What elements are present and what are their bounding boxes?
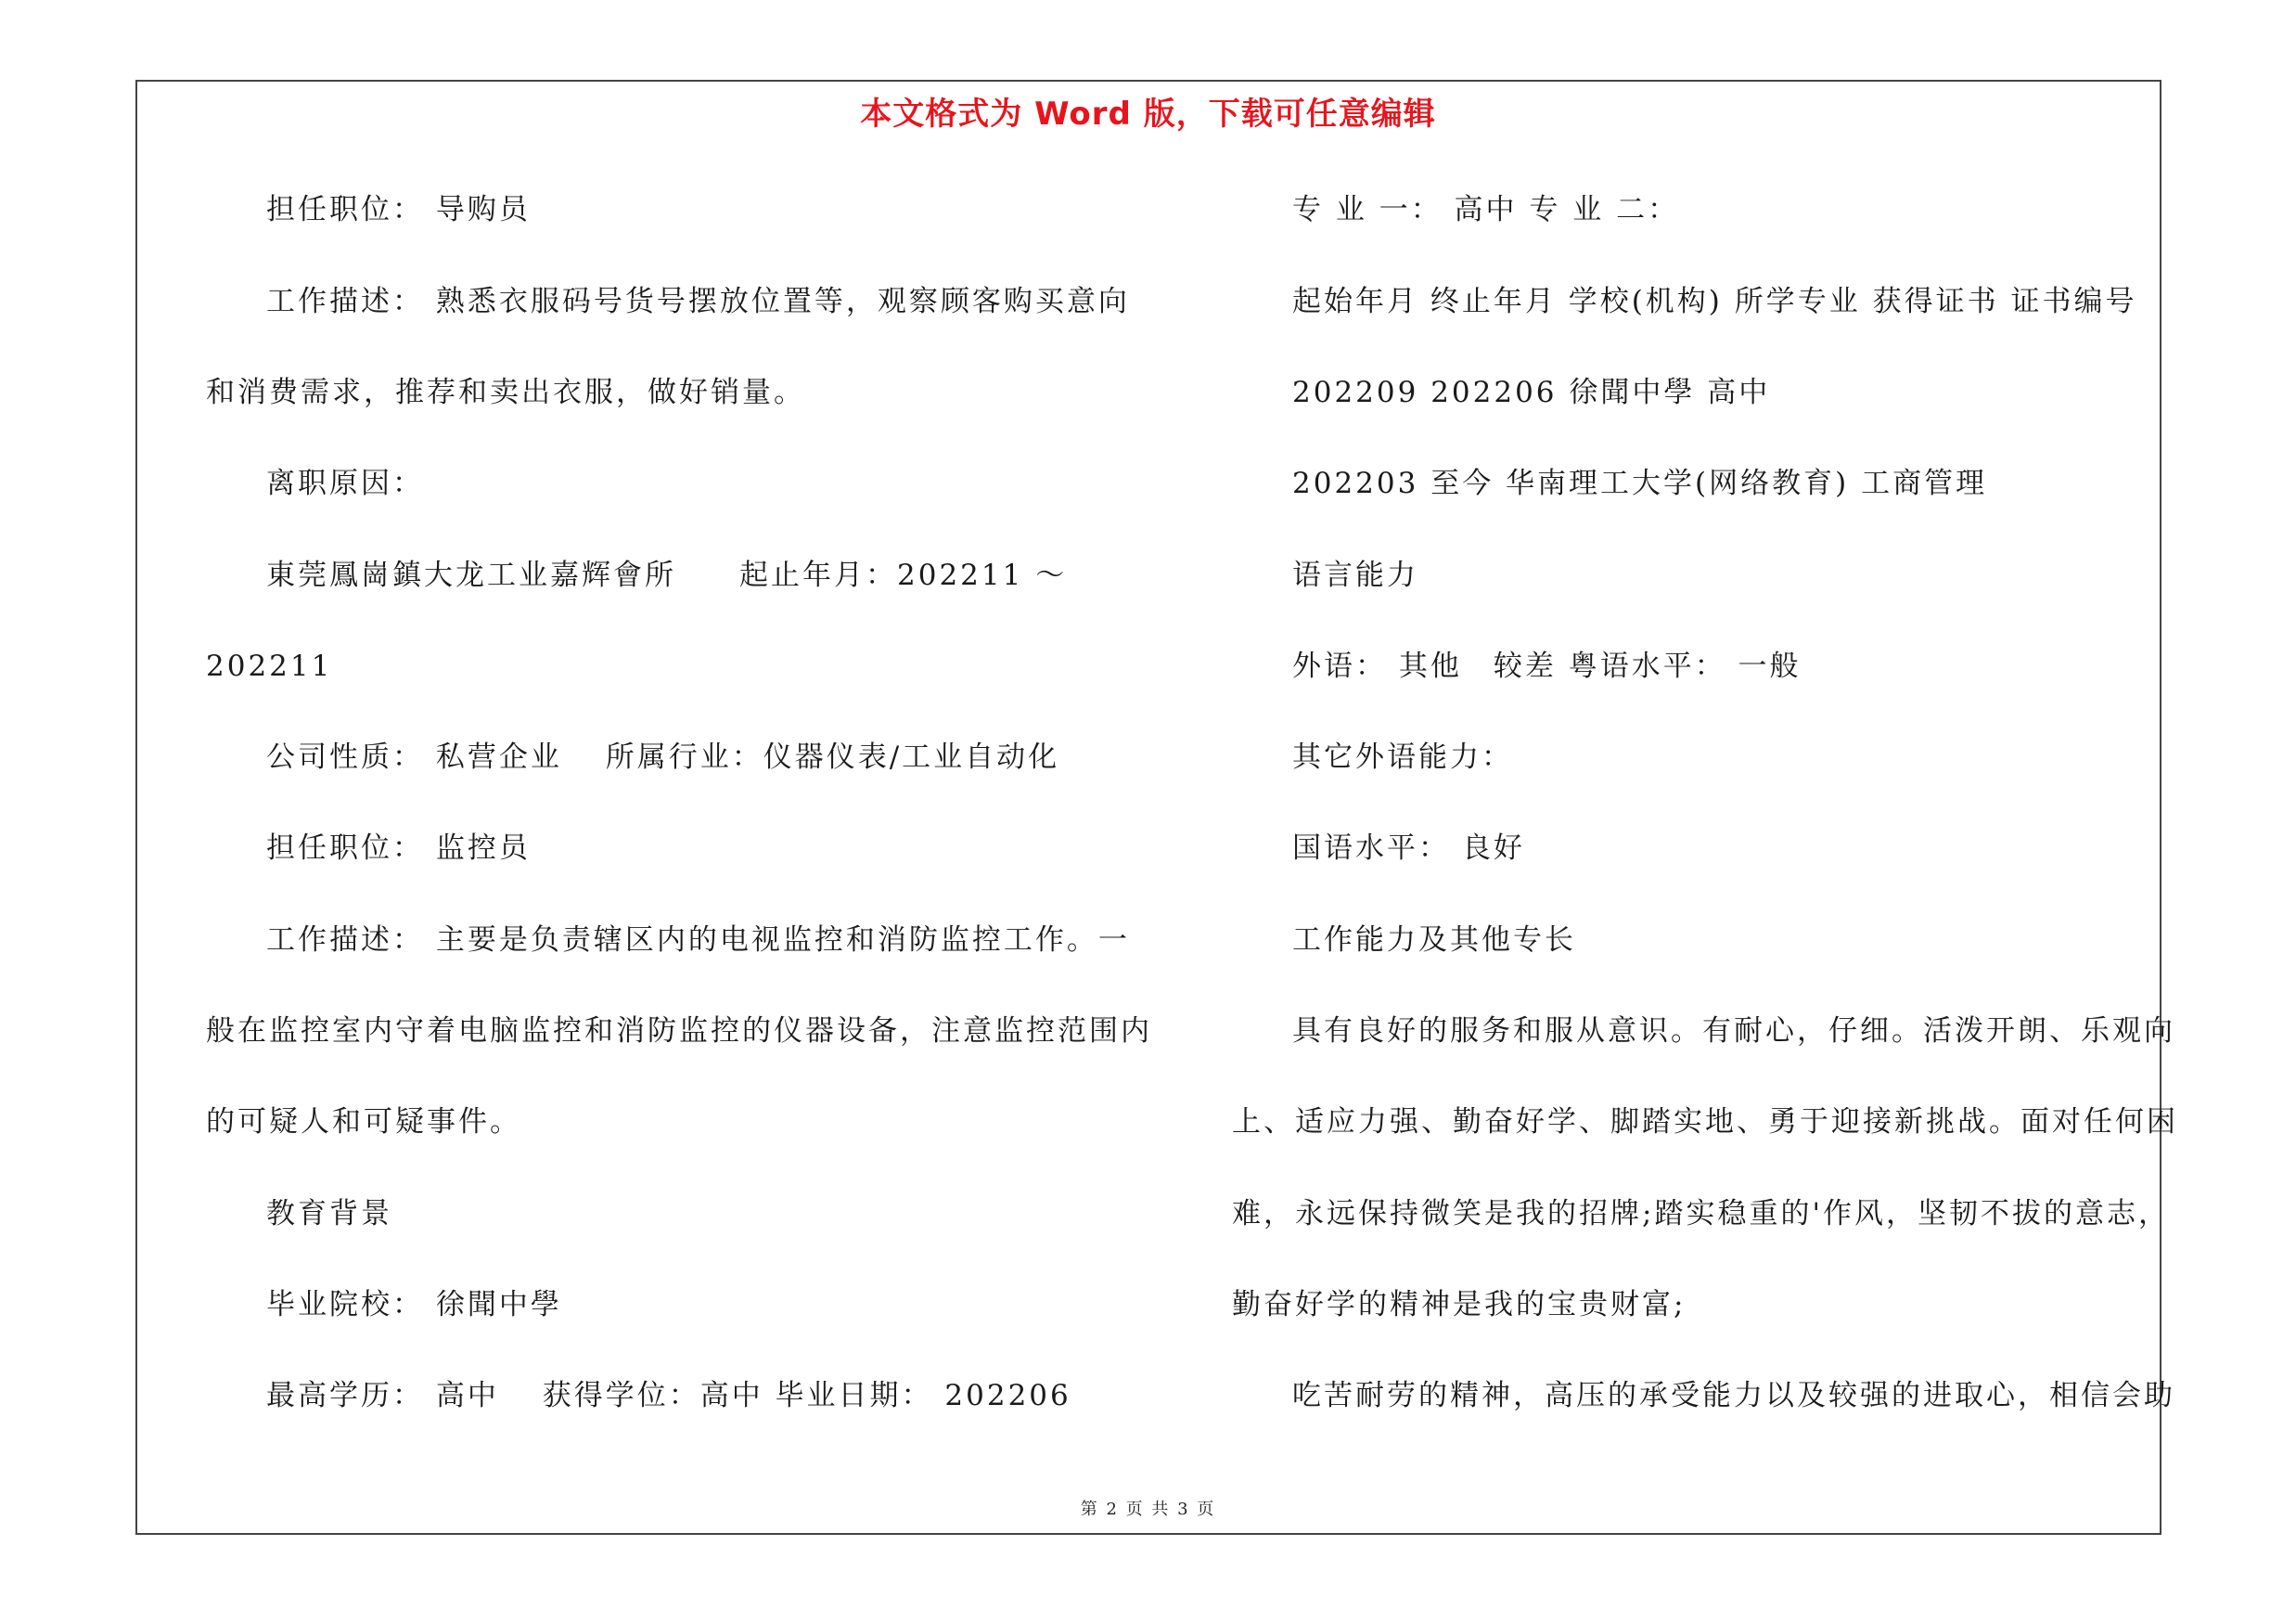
foreign-language-line: 外语： 其他 较差 粤语水平： 一般 bbox=[1292, 650, 1802, 683]
skills-para-1b: 上、适应力强、勤奋好学、脚踏实地、勇于迎接新挑战。面对任何困 bbox=[1232, 1105, 2178, 1139]
page-number: 第 2 页 共 3 页 bbox=[1080, 1500, 1216, 1519]
company-line-2: 東莞鳳崗鎮大龙工业嘉辉會所 起止年月：202211 ～ bbox=[266, 559, 1068, 592]
document-banner: 本文格式为 Word 版，下载可任意编辑 bbox=[860, 96, 1436, 133]
education-heading: 教育背景 bbox=[266, 1197, 392, 1230]
job-description-2c: 的可疑人和可疑事件。 bbox=[206, 1105, 521, 1139]
skills-para-1a: 具有良好的服务和服从意识。有耐心，仔细。活泼开朗、乐观向 bbox=[1292, 1014, 2175, 1048]
company-type-line: 公司性质： 私营企业 所属行业：仪器仪表/工业自动化 bbox=[266, 741, 1060, 774]
leave-reason: 离职原因： bbox=[266, 467, 424, 500]
skills-para-2a: 吃苦耐劳的精神，高压的承受能力以及较强的进取心，相信会助 bbox=[1292, 1379, 2175, 1412]
education-row-1: 202209 202206 徐聞中學 高中 bbox=[1292, 376, 1771, 409]
job-description-1a: 工作描述： 熟悉衣服码号货号摆放位置等，观察顾客购买意向 bbox=[266, 285, 1130, 318]
job-description-1b: 和消费需求，推荐和卖出衣服，做好销量。 bbox=[206, 376, 805, 409]
position-line-2: 担任职位： 监控员 bbox=[266, 831, 531, 865]
job-description-2a: 工作描述： 主要是负责辖区内的电视监控和消防监控工作。一 bbox=[266, 923, 1130, 957]
mandarin-line: 国语水平： 良好 bbox=[1292, 831, 1525, 865]
position-line-1: 担任职位： 导购员 bbox=[266, 193, 531, 226]
graduated-school: 毕业院校： 徐聞中學 bbox=[266, 1288, 562, 1321]
education-row-2: 202203 至今 华南理工大学(网络教育) 工商管理 bbox=[1292, 467, 1988, 500]
other-language-line: 其它外语能力： bbox=[1292, 741, 1513, 774]
company-line-2-end: 202211 bbox=[206, 650, 333, 683]
highest-education: 最高学历： 高中 获得学位：高中 毕业日期： 202206 bbox=[266, 1379, 1071, 1412]
skills-para-1c: 难，永远保持微笑是我的招牌;踏实稳重的'作风，坚韧不拔的意志， bbox=[1232, 1197, 2170, 1230]
skills-heading: 工作能力及其他专长 bbox=[1292, 923, 1576, 957]
language-heading: 语言能力 bbox=[1292, 559, 1418, 592]
major-line: 专 业 一： 高中 专 业 二： bbox=[1292, 193, 1680, 226]
skills-para-1d: 勤奋好学的精神是我的宝贵财富; bbox=[1232, 1288, 1687, 1321]
education-table-header: 起始年月 终止年月 学校(机构) 所学专业 获得证书 证书编号 bbox=[1292, 285, 2137, 318]
job-description-2b: 般在监控室内守着电脑监控和消防监控的仪器设备，注意监控范围内 bbox=[206, 1014, 1152, 1048]
